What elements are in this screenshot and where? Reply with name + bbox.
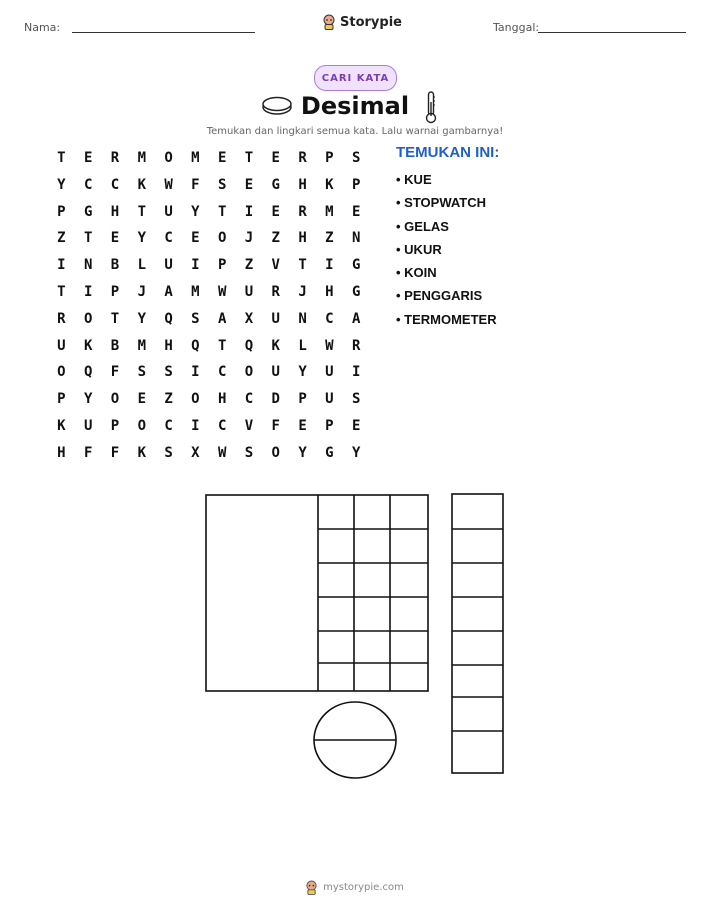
grid-letter[interactable]: R (298, 150, 307, 166)
word-item: • KUE (396, 172, 432, 187)
grid-letter[interactable]: E (351, 417, 361, 434)
grid-letter[interactable]: I (57, 257, 66, 274)
grid-letter[interactable]: E (191, 230, 200, 247)
grid-letter[interactable]: G (351, 257, 361, 274)
grid-letter[interactable]: I (351, 364, 361, 381)
grid-letter[interactable]: L (298, 337, 307, 354)
word-search-badge: CARI KATA (314, 65, 397, 91)
grid-letter[interactable]: P (110, 283, 120, 300)
grid-letter[interactable]: T (57, 150, 66, 166)
grid-letter[interactable]: U (271, 310, 280, 327)
grid-letter[interactable]: N (351, 230, 361, 247)
grid-letter[interactable]: B (110, 257, 120, 274)
grid-letter[interactable]: S (164, 444, 173, 461)
grid-letter[interactable]: H (217, 391, 227, 408)
grid-letter[interactable]: P (57, 203, 66, 220)
page-title: Desimal (300, 92, 410, 120)
grid-letter[interactable]: Y (57, 176, 66, 193)
decimal-blocks-illustration[interactable] (200, 488, 510, 780)
grid-letter[interactable]: G (325, 444, 334, 461)
grid-letter[interactable]: Y (298, 444, 307, 461)
tenth-block[interactable] (206, 495, 428, 691)
grid-letter[interactable]: H (164, 337, 173, 354)
grid-letter[interactable]: H (57, 444, 66, 461)
grid-letter[interactable]: M (137, 337, 146, 354)
grid-letter[interactable]: K (271, 337, 280, 354)
word-item: • UKUR (396, 241, 442, 257)
grid-letter[interactable]: S (244, 444, 254, 461)
grid-letter[interactable]: F (191, 176, 200, 193)
footer-url[interactable]: mystorypie.com (323, 882, 404, 893)
grid-letter[interactable]: O (83, 310, 93, 327)
date-line[interactable] (538, 32, 686, 33)
word-item: • GELAS (396, 218, 449, 234)
grid-letter[interactable]: D (271, 391, 280, 408)
grid-letter[interactable]: P (217, 257, 227, 274)
find-list-title: TEMUKAN INI: (396, 144, 500, 161)
grid-letter[interactable]: O (57, 364, 66, 381)
grid-letter[interactable]: T (217, 337, 227, 354)
grid-letter[interactable]: M (325, 203, 334, 220)
grid-letter[interactable]: P (325, 417, 334, 434)
footer (0, 880, 709, 895)
grid-letter[interactable]: A (217, 310, 227, 327)
grid-letter[interactable]: Y (137, 310, 146, 327)
grid-letter[interactable]: U (271, 364, 280, 381)
grid-letter[interactable]: E (83, 150, 93, 166)
grid-letter[interactable]: C (217, 417, 227, 434)
grid-letter[interactable]: G (83, 203, 93, 220)
grid-letter[interactable]: V (271, 257, 280, 274)
grid-letter[interactable]: R (298, 203, 307, 220)
grid-letter[interactable]: S (351, 391, 361, 408)
grid-letter[interactable]: Q (83, 364, 93, 381)
grid-letter[interactable]: Y (83, 391, 93, 408)
grid-letter[interactable]: Q (164, 310, 173, 327)
grid-letter[interactable]: E (351, 203, 361, 220)
letter-grid (48, 145, 370, 467)
grid-letter[interactable]: U (164, 257, 173, 274)
grid-letter[interactable]: Y (191, 203, 200, 220)
grid-letter[interactable]: T (137, 203, 146, 220)
grid-letter[interactable]: L (137, 257, 146, 274)
grid-letter[interactable]: E (110, 230, 120, 247)
grid-letter[interactable]: F (110, 444, 120, 461)
grid-letter[interactable]: J (298, 283, 307, 300)
grid-letter[interactable]: P (351, 176, 361, 193)
grid-letter[interactable]: R (110, 150, 120, 166)
grid-letter[interactable]: E (244, 176, 254, 193)
grid-letter[interactable]: U (83, 417, 93, 434)
grid-letter[interactable]: W (217, 283, 227, 300)
grid-letter[interactable]: J (137, 283, 146, 300)
grid-letter[interactable]: I (244, 203, 254, 220)
grid-letter[interactable]: U (325, 391, 334, 408)
grid-letter[interactable]: O (110, 391, 120, 408)
grid-letter[interactable]: E (137, 391, 146, 408)
grid-letter[interactable]: G (351, 283, 361, 300)
grid-letter[interactable]: P (325, 150, 334, 166)
storypie-mascot-icon (305, 880, 318, 895)
grid-letter[interactable]: K (83, 337, 93, 354)
name-label: Nama: (24, 21, 61, 34)
grid-letter[interactable]: C (244, 391, 254, 408)
grid-letter[interactable]: M (191, 150, 200, 166)
grid-letter[interactable]: Z (325, 230, 334, 247)
grid-letter[interactable]: Q (244, 337, 254, 354)
grid-letter[interactable]: E (217, 150, 227, 166)
grid-letter[interactable]: C (164, 230, 173, 247)
storypie-mascot-icon (322, 14, 336, 30)
grid-letter[interactable]: T (244, 150, 254, 166)
grid-letter[interactable]: I (83, 283, 93, 300)
grid-letter[interactable]: S (137, 364, 146, 381)
grid-letter[interactable]: H (325, 283, 334, 300)
grid-letter[interactable]: S (351, 150, 361, 166)
grid-letter[interactable]: Z (244, 257, 254, 274)
grid-letter[interactable]: O (271, 444, 280, 461)
grid-letter[interactable]: U (57, 337, 66, 354)
grid-letter[interactable]: P (110, 417, 120, 434)
grid-letter[interactable]: Y (298, 364, 307, 381)
grid-letter[interactable]: H (110, 203, 120, 220)
word-item: • KOIN (396, 265, 437, 281)
grid-letter[interactable]: F (271, 417, 280, 434)
grid-letter[interactable]: J (244, 230, 254, 247)
grid-letter[interactable]: U (325, 364, 334, 381)
grid-letter[interactable]: I (191, 364, 200, 381)
grid-letter[interactable]: X (191, 444, 200, 461)
grid-letter[interactable]: S (164, 364, 173, 381)
grid-letter[interactable]: K (137, 176, 146, 193)
grid-letter[interactable]: M (137, 150, 146, 166)
grid-letter[interactable]: G (271, 176, 280, 193)
grid-letter[interactable]: O (217, 230, 227, 247)
grid-letter[interactable]: C (110, 176, 120, 193)
grid-letter[interactable]: T (217, 203, 227, 220)
grid-letter[interactable]: C (164, 417, 173, 434)
grid-letter[interactable]: S (191, 310, 200, 327)
grid-letter[interactable]: K (325, 176, 334, 193)
grid-letter[interactable]: H (298, 176, 307, 193)
grid-letter[interactable]: I (191, 257, 200, 274)
grid-letter[interactable]: Z (271, 230, 280, 247)
grid-letter[interactable]: C (83, 176, 93, 193)
grid-letter[interactable]: B (110, 337, 120, 354)
grid-letter[interactable]: K (137, 444, 146, 461)
word-list (396, 170, 497, 333)
grid-letter[interactable]: P (298, 391, 307, 408)
grid-letter[interactable]: O (137, 417, 146, 434)
grid-letter[interactable]: R (271, 283, 280, 300)
name-line[interactable] (72, 32, 255, 33)
grid-letter[interactable]: O (164, 150, 173, 166)
grid-letter[interactable]: X (244, 310, 254, 327)
grid-letter[interactable]: A (164, 283, 173, 300)
brand-logo (322, 14, 402, 30)
word-item: • PENGGARIS (396, 288, 483, 304)
grid-letter[interactable]: U (164, 203, 173, 220)
word-item: • TERMOMETER (396, 311, 497, 327)
grid-letter[interactable]: V (244, 417, 254, 434)
grid-letter[interactable]: W (164, 176, 173, 193)
grid-letter[interactable]: P (57, 391, 66, 408)
grid-letter[interactable]: U (244, 283, 254, 300)
grid-letter[interactable]: Z (164, 391, 173, 408)
grid-letter[interactable]: T (110, 310, 120, 327)
grid-letter[interactable]: M (191, 283, 200, 300)
grid-letter[interactable]: R (351, 337, 361, 354)
grid-letter[interactable]: T (83, 230, 93, 247)
coin-icon (261, 96, 293, 116)
grid-letter[interactable]: T (57, 283, 66, 300)
grid-letter[interactable]: R (57, 310, 66, 327)
grid-letter[interactable]: K (57, 417, 66, 434)
grid-letter[interactable]: T (298, 257, 307, 274)
brand-name: Storypie (340, 14, 402, 30)
grid-letter[interactable]: C (325, 310, 334, 327)
thermometer-icon (424, 90, 438, 124)
grid-letter[interactable]: F (83, 444, 93, 461)
grid-letter[interactable]: E (298, 417, 307, 434)
grid-letter[interactable]: Q (191, 337, 200, 354)
grid-letter[interactable]: I (191, 417, 200, 434)
instructions: Temukan dan lingkari semua kata. Lalu warnai gambarnya! (206, 126, 504, 137)
grid-letter[interactable]: Z (57, 230, 66, 247)
grid-letter[interactable]: Y (137, 230, 146, 247)
date-label: Tanggal: (493, 21, 540, 34)
grid-letter[interactable]: N (298, 310, 307, 327)
grid-letter[interactable]: S (217, 176, 227, 193)
grid-letter[interactable]: O (244, 364, 254, 381)
grid-letter[interactable]: E (271, 203, 280, 220)
grid-letter[interactable]: F (110, 364, 120, 381)
grid-letter[interactable]: W (325, 337, 334, 354)
grid-letter[interactable]: E (271, 150, 280, 166)
grid-letter[interactable]: I (325, 257, 334, 274)
grid-letter[interactable]: Y (351, 444, 361, 461)
grid-letter[interactable]: O (191, 391, 200, 408)
grid-letter[interactable]: C (217, 364, 227, 381)
grid-letter[interactable]: H (298, 230, 307, 247)
grid-letter[interactable]: N (83, 257, 93, 274)
grid-letter[interactable]: W (217, 444, 227, 461)
grid-letter[interactable]: A (351, 310, 361, 327)
word-item: • STOPWATCH (396, 195, 487, 211)
